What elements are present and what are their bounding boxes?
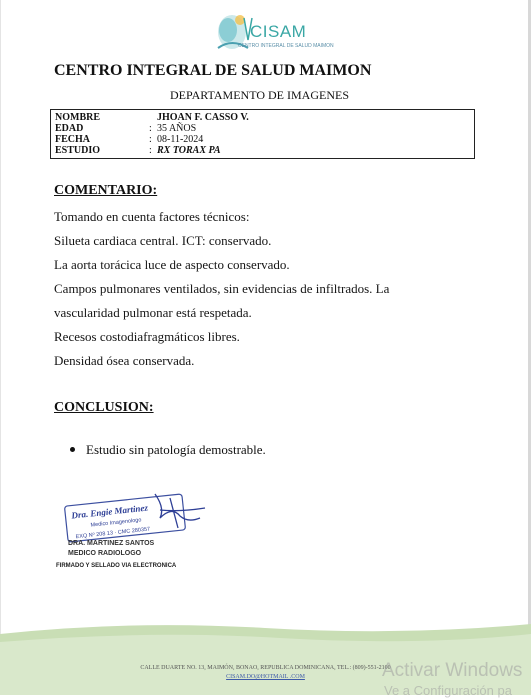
signer-role: MEDICO RADIOLOGO xyxy=(68,550,142,557)
comment-line: Tomando en cuenta factores técnicos: xyxy=(54,209,250,224)
comment-line: Recesos costodiafragmáticos libres. xyxy=(54,329,240,344)
footer-address: CALLE DUARTE NO. 13, MAIMÓN, BONAO, REPUBLICA DOMINICANA, TEL.: (809)-551-2100 xyxy=(140,665,391,671)
info-value: 35 AÑOS xyxy=(157,123,197,134)
info-value: 08-11-2024 xyxy=(157,134,204,145)
conclusion-item: Estudio sin patología demostrable. xyxy=(86,442,266,457)
signature-note: FIRMADO Y SELLADO VIA ELECTRONICA xyxy=(56,563,177,569)
stamp-exq-text: EXQ Nº 208 13 · CMC 280357 xyxy=(75,526,151,541)
patient-info-box xyxy=(50,109,475,159)
footer-email-link[interactable]: CISAM.DO@HOTMAIL .COM xyxy=(226,674,305,680)
document-title: CENTRO INTEGRAL DE SALUD MAIMON xyxy=(54,62,372,79)
stamp-name-text: Dra. Engie Martinez xyxy=(70,502,149,521)
comment-line: Densidad ósea conservada. xyxy=(54,353,195,368)
conclusion-heading: CONCLUSION: xyxy=(54,400,154,415)
info-value: RX TORAX PA xyxy=(157,145,221,156)
comment-line: vascularidad pulmonar está respetada. xyxy=(54,305,252,320)
info-label: NOMBRE xyxy=(55,112,100,123)
info-colon: : xyxy=(149,123,152,134)
comment-line: Campos pulmonares ventilados, sin evidencias de infiltrados. La xyxy=(54,281,390,296)
info-label: ESTUDIO xyxy=(55,145,101,156)
info-value: JHOAN F. CASSO V. xyxy=(157,112,249,123)
signature-stamp xyxy=(60,488,210,543)
comment-heading: COMENTARIO: xyxy=(54,183,158,198)
bullet-icon xyxy=(70,447,75,452)
page-edge-left xyxy=(0,0,1,695)
signer-name: DRA. MARTINEZ SANTOS xyxy=(68,540,155,547)
activation-watermark-title: Activar Windows xyxy=(382,660,523,681)
info-label: EDAD xyxy=(55,123,84,134)
info-colon: : xyxy=(149,134,152,145)
info-label: FECHA xyxy=(55,134,90,145)
stamp-role-text: Medico Imagenologo xyxy=(90,517,142,529)
department-label: DEPARTAMENTO DE IMAGENES xyxy=(170,88,349,102)
logo-text: CISAM xyxy=(250,22,307,41)
logo-subtitle: CENTRO INTEGRAL DE SALUD MAIMON xyxy=(238,43,334,49)
info-colon: : xyxy=(149,145,152,156)
comment-line: La aorta torácica luce de aspecto conservado. xyxy=(54,257,290,272)
comment-line: Silueta cardiaca central. ICT: conservado. xyxy=(54,233,272,248)
activation-watermark-subtitle: Ve a Configuración pa xyxy=(384,683,512,698)
